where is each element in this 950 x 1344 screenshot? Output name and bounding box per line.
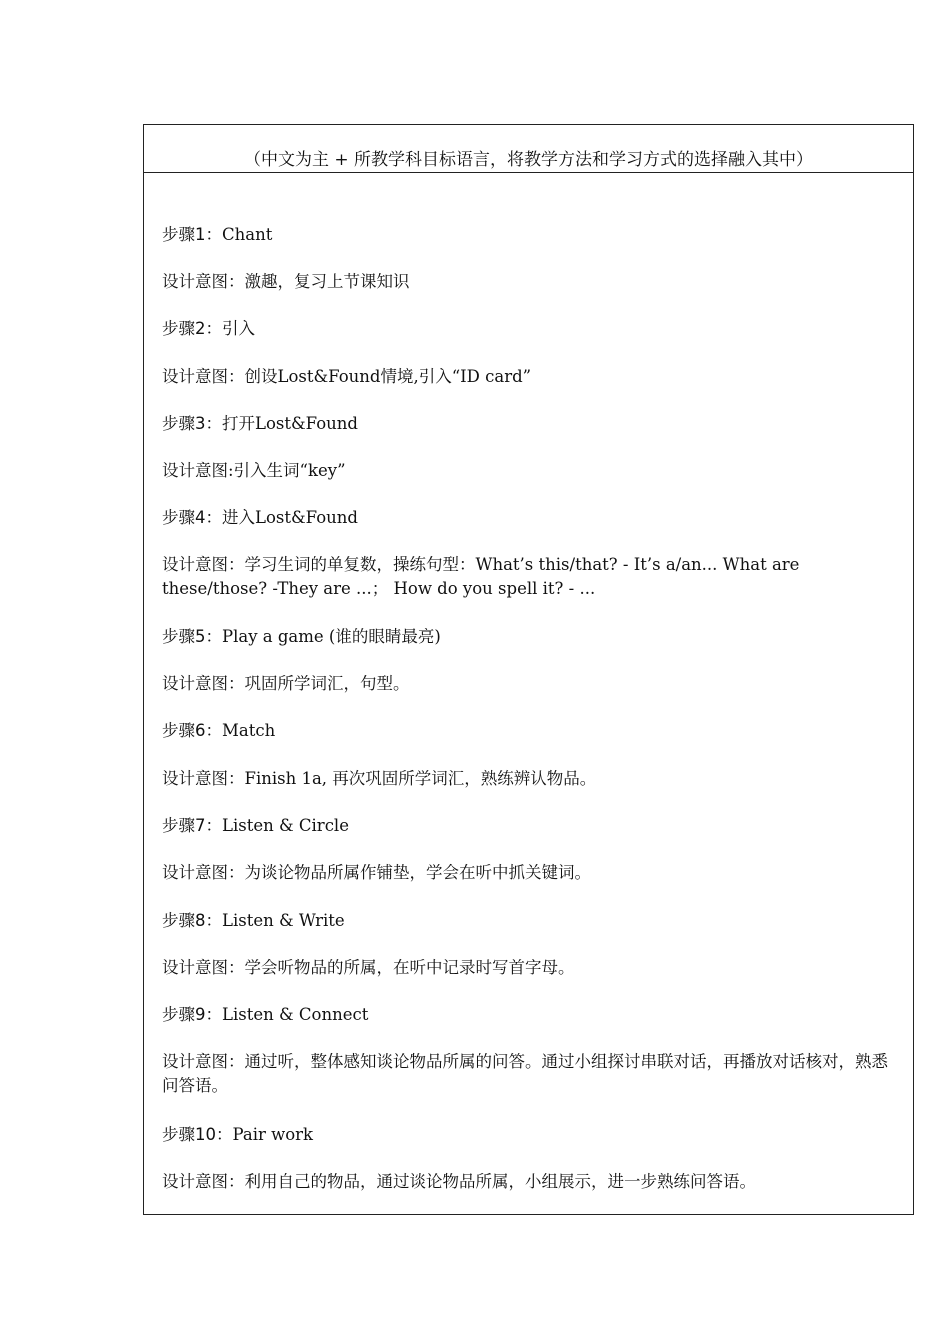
- step-2: [162, 317, 892, 341]
- intent-label: 设计意图：: [162, 555, 245, 574]
- step-text: Match: [222, 721, 276, 740]
- intent-label: 设计意图：: [162, 674, 245, 693]
- intent-8: [162, 956, 892, 980]
- intent-label: 设计意图：: [162, 958, 245, 977]
- intent-label: 设计意图：: [162, 272, 245, 291]
- step-text: Pair work: [232, 1125, 314, 1144]
- step-text: Listen & Circle: [222, 816, 349, 835]
- intent-text: 通过听，整体感知谈论物品所属的问答。通过小组探讨串联对话，再播放对话核对，熟悉问答语。: [162, 1052, 888, 1095]
- intent-10: [162, 1170, 892, 1194]
- intent-text: 激趣，复习上节课知识: [244, 272, 410, 291]
- step-text: 引入: [222, 319, 255, 338]
- intent-text: 创设Lost&Found情境,引入“ID card”: [244, 367, 532, 386]
- step-label: 步骤3：: [162, 414, 222, 433]
- step-4: [162, 506, 892, 530]
- intent-3: [162, 459, 892, 483]
- intent-label: 设计意图: [162, 461, 228, 480]
- table-header-text: （中文为主 + 所教学科目标语言，将教学方法和学习方式的选择融入其中）: [243, 150, 814, 170]
- intent-label: 设计意图：: [162, 1052, 245, 1071]
- step-label: 步骤2：: [162, 319, 222, 338]
- intent-text: 学习生词的单复数，操练句型：What’s this/that? - It’s a/an... What are these/those? -They are ...； How do you spell it? - ...: [162, 555, 800, 598]
- step-1: [162, 223, 892, 247]
- step-8: [162, 909, 892, 933]
- table-body-cell: [144, 173, 913, 1214]
- step-text: 进入Lost&Found: [222, 508, 358, 527]
- step-label: 步骤8：: [162, 911, 222, 930]
- step-label: 步骤5：: [162, 627, 222, 646]
- step-text: Listen & Write: [222, 911, 345, 930]
- intent-1: [162, 270, 892, 294]
- intent-label: 设计意图：: [162, 1172, 245, 1191]
- intent-label: 设计意图：: [162, 367, 245, 386]
- intent-text: 学会听物品的所属，在听中记录时写首字母。: [244, 958, 575, 977]
- step-3: [162, 412, 892, 436]
- intent-7: [162, 861, 892, 885]
- step-label: 步骤1：: [162, 225, 222, 244]
- intent-4: [162, 553, 892, 601]
- step-10: [162, 1123, 892, 1147]
- step-label: 步骤10：: [162, 1125, 233, 1144]
- step-9: [162, 1003, 892, 1027]
- step-text: Listen & Connect: [222, 1005, 369, 1024]
- intent-5: [162, 672, 892, 696]
- step-6: [162, 719, 892, 743]
- intent-text: Finish 1a, 再次巩固所学词汇，熟练辨认物品。: [244, 769, 597, 788]
- step-7: [162, 814, 892, 838]
- step-text: Chant: [222, 225, 273, 244]
- intent-2: [162, 365, 892, 389]
- intent-9: [162, 1050, 892, 1098]
- lesson-plan-table: [143, 124, 914, 1215]
- intent-text: 利用自己的物品，通过谈论物品所属，小组展示，进一步熟练问答语。: [244, 1172, 756, 1191]
- intent-label: 设计意图：: [162, 863, 245, 882]
- step-5: [162, 625, 892, 649]
- intent-text: 巩固所学词汇，句型。: [244, 674, 410, 693]
- step-text: 打开Lost&Found: [222, 414, 358, 433]
- step-label: 步骤6：: [162, 721, 222, 740]
- intent-text: :引入生词“key”: [228, 461, 346, 480]
- step-label: 步骤7：: [162, 816, 222, 835]
- step-label: 步骤9：: [162, 1005, 222, 1024]
- intent-text: 为谈论物品所属作铺垫，学会在听中抓关键词。: [244, 863, 591, 882]
- step-label: 步骤4：: [162, 508, 222, 527]
- table-header-row: [144, 125, 913, 173]
- intent-6: [162, 767, 892, 791]
- step-text: Play a game (谁的眼睛最亮): [222, 627, 441, 646]
- intent-label: 设计意图：: [162, 769, 245, 788]
